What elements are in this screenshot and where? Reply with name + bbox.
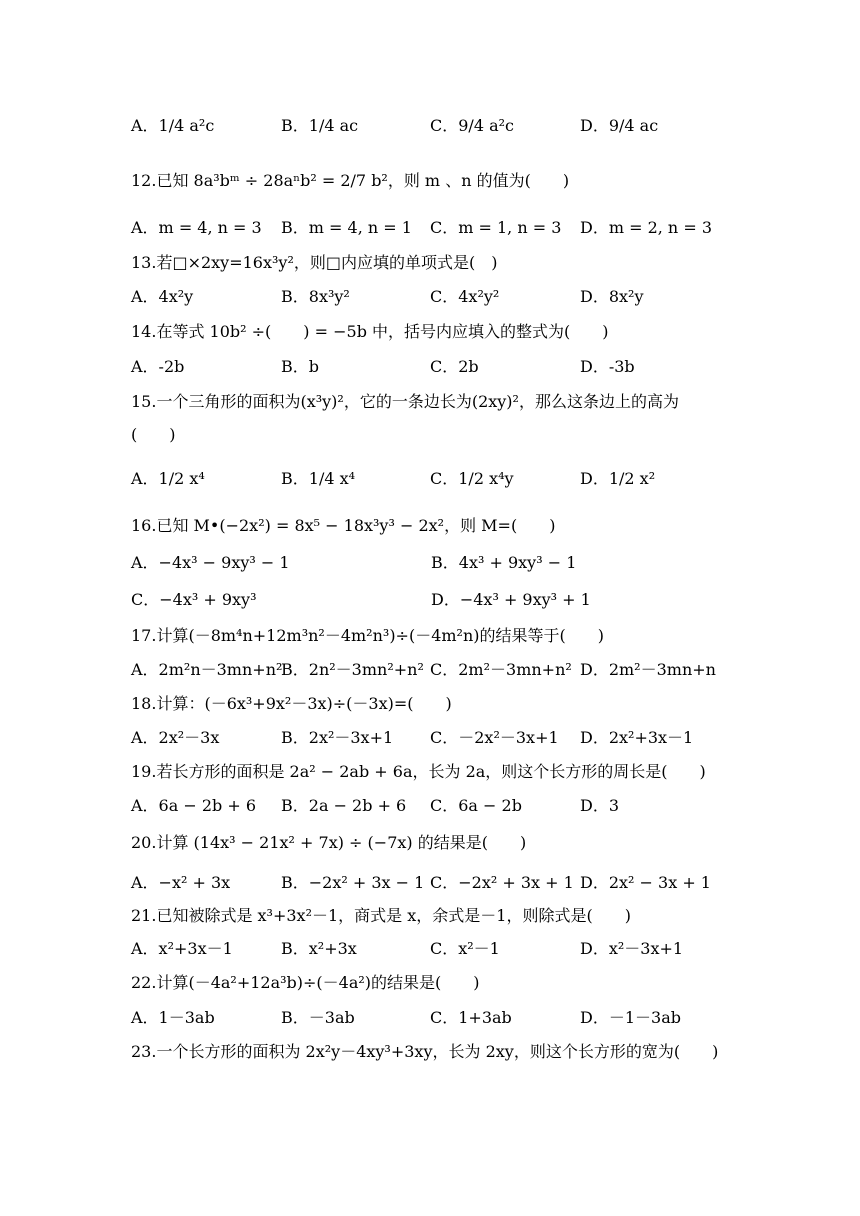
option-b[interactable]: B．m = 4, n = 1 xyxy=(281,218,412,237)
option-c[interactable]: C．1/2 x⁴y xyxy=(430,469,514,488)
option-d[interactable]: D．x²－3x+1 xyxy=(580,939,684,958)
option-a[interactable]: A．2x²－3x xyxy=(131,728,220,747)
option-b[interactable]: B．−2x² + 3x − 1 xyxy=(281,873,425,892)
option-b[interactable]: B．4x³ + 9xy³ − 1 xyxy=(431,553,577,572)
option-b[interactable]: B．b xyxy=(281,357,320,376)
option-a[interactable]: A．1/4 a²c xyxy=(131,116,215,135)
option-b[interactable]: B．8x³y² xyxy=(281,287,350,306)
option-d[interactable]: D．2m²－3mn+n xyxy=(580,660,716,679)
option-a[interactable]: A．-2b xyxy=(131,357,185,376)
option-c[interactable]: C．6a − 2b xyxy=(430,796,522,815)
option-c[interactable]: C．−2x² + 3x + 1 xyxy=(430,873,574,892)
option-d[interactable]: D．－1－3ab xyxy=(580,1008,681,1027)
q23-stem: 23.一个长方形的面积为 2x²y－4xy³+3xy，长为 2xy，则这个长方形的宽为( ) xyxy=(131,1042,719,1061)
q11-options xyxy=(131,103,800,149)
q19-stem: 19.若长方形的面积是 2a² − 2ab + 6a，长为 2a，则这个长方形的周长是( ) xyxy=(131,762,706,781)
option-a[interactable]: A．4x²y xyxy=(131,287,194,306)
option-d[interactable]: D．2x² − 3x + 1 xyxy=(580,873,711,892)
q20-stem: 20.计算 (14x³ − 21x² + 7x) ÷ (−7x) 的结果是( ) xyxy=(131,833,527,852)
option-b[interactable]: B．2a − 2b + 6 xyxy=(281,796,407,815)
option-d[interactable]: D．9/4 ac xyxy=(580,116,659,135)
option-d[interactable]: D．1/2 x² xyxy=(580,469,656,488)
option-d[interactable]: D．m = 2, n = 3 xyxy=(580,218,712,237)
q13-stem: 13.若□×2xy=16x³y²，则□内应填的单项式是( ) xyxy=(131,253,498,272)
option-b[interactable]: B．1/4 x⁴ xyxy=(281,469,356,488)
option-c[interactable]: C．2b xyxy=(430,357,479,376)
option-c[interactable]: C．1+3ab xyxy=(430,1008,512,1027)
option-c[interactable]: C．x²－1 xyxy=(430,939,500,958)
q12-stem: 12.已知 8a³bᵐ ÷ 28aⁿb² = 2/7 b²，则 m 、n 的值为( ) xyxy=(131,171,570,190)
option-a[interactable]: A．1－3ab xyxy=(131,1008,215,1027)
option-a[interactable]: A．x²+3x－1 xyxy=(131,939,233,958)
q15-stem-continued: ( ) xyxy=(131,425,176,444)
option-c[interactable]: C．－2x²－3x+1 xyxy=(430,728,559,747)
option-c[interactable]: C．9/4 a²c xyxy=(430,116,514,135)
q18-stem: 18.计算：(－6x³+9x²－3x)÷(－3x)=( ) xyxy=(131,694,452,713)
option-a[interactable]: A．1/2 x⁴ xyxy=(131,469,205,488)
q14-stem: 14.在等式 10b² ÷( ) = −5b 中，括号内应填入的整式为( ) xyxy=(131,322,609,341)
option-c[interactable]: C．m = 1, n = 3 xyxy=(430,218,562,237)
q22-stem: 22.计算(－4a²+12a³b)÷(－4a²)的结果是( ) xyxy=(131,973,480,992)
option-a[interactable]: A．−4x³ − 9xy³ − 1 xyxy=(131,553,290,572)
q17-stem: 17.计算(－8m⁴n+12m³n²－4m²n³)÷(－4m²n)的结果等于( ) xyxy=(131,626,605,645)
option-b[interactable]: B．1/4 ac xyxy=(281,116,359,135)
option-c[interactable]: C．2m²－3mn+n² xyxy=(430,660,572,679)
option-b[interactable]: B．－3ab xyxy=(281,1008,355,1027)
q15-stem: 15.一个三角形的面积为(x³y)²，它的一条边长为(2xy)²，那么这条边上的高为 xyxy=(131,392,679,411)
q15-options xyxy=(131,456,800,502)
option-d[interactable]: D．8x²y xyxy=(580,287,644,306)
option-a[interactable]: A．−x² + 3x xyxy=(131,873,231,892)
option-b[interactable]: B．2n²－3mn²+n² xyxy=(281,660,424,679)
option-b[interactable]: B．x²+3x xyxy=(281,939,357,958)
option-c[interactable]: C．4x²y² xyxy=(430,287,500,306)
option-d[interactable]: D．-3b xyxy=(580,357,635,376)
option-d[interactable]: D．2x²+3x－1 xyxy=(580,728,694,747)
option-c[interactable]: C．−4x³ + 9xy³ xyxy=(131,590,257,609)
option-d[interactable]: D．−4x³ + 9xy³ + 1 xyxy=(431,590,591,609)
option-a[interactable]: A．6a − 2b + 6 xyxy=(131,796,257,815)
option-a[interactable]: A．m = 4, n = 3 xyxy=(131,218,262,237)
q16-stem: 16.已知 M•(−2x²) = 8x⁵ − 18x³y³ − 2x²，则 M=( ) xyxy=(131,516,556,535)
option-b[interactable]: B．2x²－3x+1 xyxy=(281,728,394,747)
option-a[interactable]: A．2m²n－3mn+n² xyxy=(131,660,283,679)
option-d[interactable]: D．3 xyxy=(580,796,620,815)
q21-stem: 21.已知被除式是 x³+3x²－1，商式是 x，余式是－1，则除式是( ) xyxy=(131,906,631,925)
